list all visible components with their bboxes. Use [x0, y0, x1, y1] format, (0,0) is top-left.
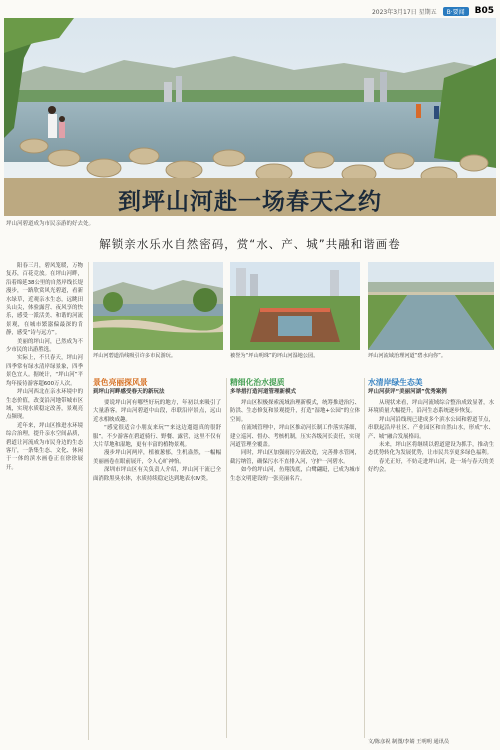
byline: 文/陈彦祝 制图/李婧 王明明 通讯员: [368, 739, 450, 745]
section-paragraph: 春光正好，不妨走进坪山河，赴一场与春天的美好约会。: [368, 458, 494, 474]
photo-caption: 被誉为“坪山明珠”的坪山河湿地公园。: [230, 353, 319, 359]
photo-caption: 坪山河流域治理河道“碧水向你”。: [368, 353, 447, 359]
section-subtitle: 多举措打造河道管理新模式: [230, 389, 297, 395]
article-headline: 到坪山河赴一场春天之约: [118, 188, 382, 215]
section-paragraph: 漫步坪山河两岸，植被葱郁，生机盎然，一幅幅美丽画卷在眼前展开，令人心旷神怡。: [93, 450, 221, 465]
section-water-governance: [230, 378, 360, 738]
column-divider: [226, 378, 227, 738]
intro-paragraph: 近年来，坪山区推进水环境综合治理，提升亲水空间品质，碧道让河流成为市民身边的生态客厅，一条集生态、文化、休闲于一体的滨水画卷正在徐徐展开。: [6, 422, 83, 471]
section-paragraph: 在流域管理中，坪山区推动河长制工作落实落细，建立巡河、督办、考核机制，压实各级河长责任，实现河道管理全覆盖。: [230, 425, 360, 449]
page-number: B05: [474, 6, 494, 16]
issue-date: 2023年3月17日 星期五: [371, 8, 437, 16]
section-subtitle: 到坪山河畔感受春天的新玩法: [93, 389, 165, 395]
edition-badge: B·要闻: [443, 7, 469, 16]
intro-paragraph: 阳春三月，碧风笼暖，万物复苏，百花竞放。在坪山河畔，沿着绵延38公里的自然岸线长堤漫步，一路欣赏风光碧道，看新水绿草，近观亲水生态，远眺田头山尖，体验露营、夜风享的快乐，感受一派活美、和谐的河流景观，在城市繁嚣偏最深的肯静，感受“诗与远方”。: [6, 263, 83, 337]
intro-paragraph: 坪山河西北在亲水环境中的生态价值，改变沿河地带城市区域，实现水质稳定改善，景观亮点频现。: [6, 389, 83, 421]
section-paragraph: 要说坪山河有哪些好玩的地方，年初以来吸引了大量游客。坪山河碧道中山段，串联沿岸景点，远山近水相映成趣。: [93, 400, 221, 423]
section-scenery: [93, 378, 221, 738]
section-ecology: [368, 378, 494, 738]
section-paragraph: 同时，坪山区加强雨污分流改造，完善排水管网，截污纳管，确保污水不直排入河，守护一河碧水。: [230, 450, 360, 465]
section-subtitle: 坪山河获评“美丽河湖”优秀案例: [368, 389, 447, 395]
photo-river-channel: [368, 262, 494, 350]
intro-column: [6, 262, 83, 732]
column-divider: [364, 378, 365, 738]
intro-paragraph: 美丽的坪山河，已然成为不少市民的出游胜选。: [6, 338, 83, 354]
section-paragraph: 深圳市坪山区有关负责人介绍，坪山河干流已全面消除黑臭水体，水质持续稳定达到地表水Ⅳ类。: [93, 467, 221, 482]
column-divider: [88, 262, 89, 740]
section-paragraph: 如今的坪山河，鱼翔浅底，白鹭翩跹，已成为城市生态文明建设的一张亮丽名片。: [230, 467, 360, 482]
page-header: [6, 4, 494, 19]
section-paragraph: 未来，坪山区将继续以碧道建设为抓手，推动生态优势转化为发展优势，让市民共享更多绿色福利。: [368, 442, 494, 457]
section-title: 景色亮丽探风景: [93, 378, 148, 387]
photo-caption: 坪山河碧道沿线吸引许多市民游玩。: [93, 353, 177, 359]
section-paragraph: 从现状来看，坪山河流域综合整治成效显著，水环境质量大幅提升，沿河生态系统逐步恢复。: [368, 400, 494, 415]
section-paragraph: 坪山河沿线现已建成多个滨水公园和碧道节点，串联起沿岸社区、产业园区和自然山水，形成“水、产、城”融合发展格局。: [368, 416, 494, 440]
section-title: 水清岸绿生态美: [368, 378, 423, 387]
hero-caption: 坪山河碧道成为市民亲游的好去处。: [6, 221, 95, 227]
section-paragraph: 坪山区积极探索流域治理新模式，统筹推进治污、防洪、生态修复和景观提升，打造“湿地+公园”的立体空间。: [230, 400, 360, 423]
intro-paragraph: 实际上，不只春天，坪山河四季常有绿水清岸绿景象，四季景色宜人。据统计，“坪山河”平均年接待游客超600万人次。: [6, 355, 83, 387]
section-paragraph: “感觉很适合小朋友来玩”“来这边遛遛真的很舒服”。不少游客在碧道骑行、野餐、露营，这里不仅有大片草地和湿地，更有丰富的植物景观。: [93, 425, 221, 449]
section-title: 精细化治水提质: [230, 378, 285, 387]
article-subhead: 解锁亲水乐水自然密码，赏“水、产、城”共融和谐画卷: [99, 237, 401, 251]
photo-riverside-park: [93, 262, 223, 350]
photo-wetland-park: [230, 262, 360, 350]
